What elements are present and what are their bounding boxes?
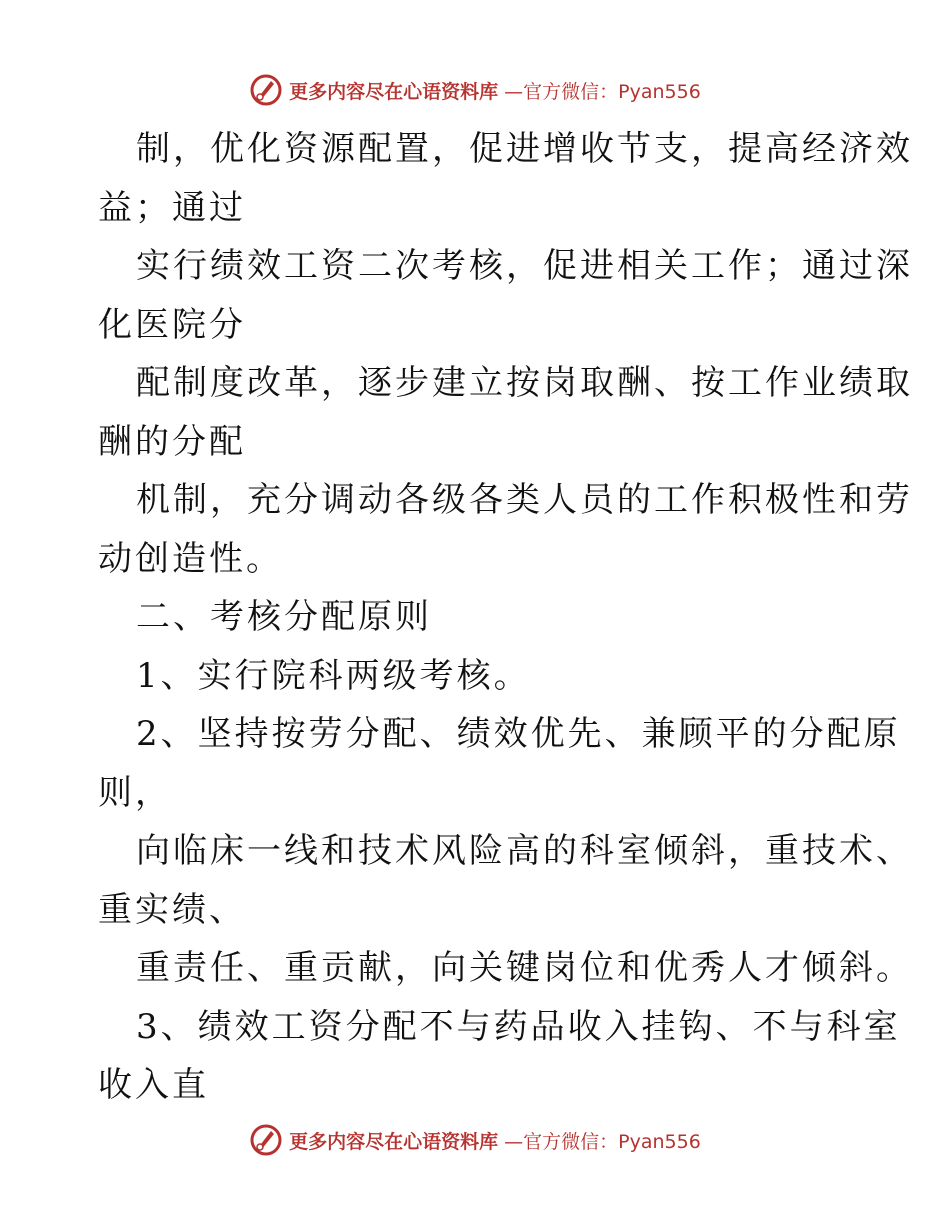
footer-watermark: [0, 1120, 950, 1160]
text-line: 酬的分配: [98, 421, 246, 462]
text-line: 动创造性。: [98, 538, 283, 579]
watermark-contact: —官方微信：Pyan556: [504, 1130, 701, 1153]
text-line: 2、坚持按劳分配、绩效优先、兼顾平的分配原: [136, 714, 901, 754]
text-line: 制，优化资源配置，促进增收节支，提高经济效: [136, 129, 913, 169]
text-line: 益；通过: [98, 187, 246, 228]
text-line: 1、实行院科两级考核。: [136, 655, 531, 696]
text-line: 机制，充分调动各级各类人员的工作积极性和劳: [136, 480, 913, 520]
text-line: 重实绩、: [98, 889, 246, 930]
text-line: 化医院分: [98, 304, 246, 345]
header-watermark: [0, 70, 950, 110]
text-line: 配制度改革，逐步建立按岗取酬、按工作业绩取: [136, 363, 913, 403]
watermark-brand: 更多内容尽在心语资料库: [289, 80, 499, 103]
text-line: 向临床一线和技术风险高的科室倾斜，重技术、: [136, 831, 913, 871]
watermark-brand: 更多内容尽在心语资料库: [289, 1130, 499, 1153]
text-line: 3、绩效工资分配不与药品收入挂钩、不与科室: [136, 1006, 901, 1047]
quill-logo-icon: [249, 1123, 283, 1157]
watermark-contact: —官方微信：Pyan556: [504, 80, 701, 103]
section-heading: 二、考核分配原则: [136, 597, 432, 637]
text-line: 实行绩效工资二次考核，促进相关工作；通过深: [136, 246, 913, 286]
quill-logo-icon: [249, 73, 283, 107]
text-line: 收入直: [98, 1065, 209, 1105]
document-body: [98, 120, 913, 1115]
text-line: 重责任、重贡献，向关键岗位和优秀人才倾斜。: [136, 948, 913, 988]
text-line: 则，: [98, 772, 172, 813]
